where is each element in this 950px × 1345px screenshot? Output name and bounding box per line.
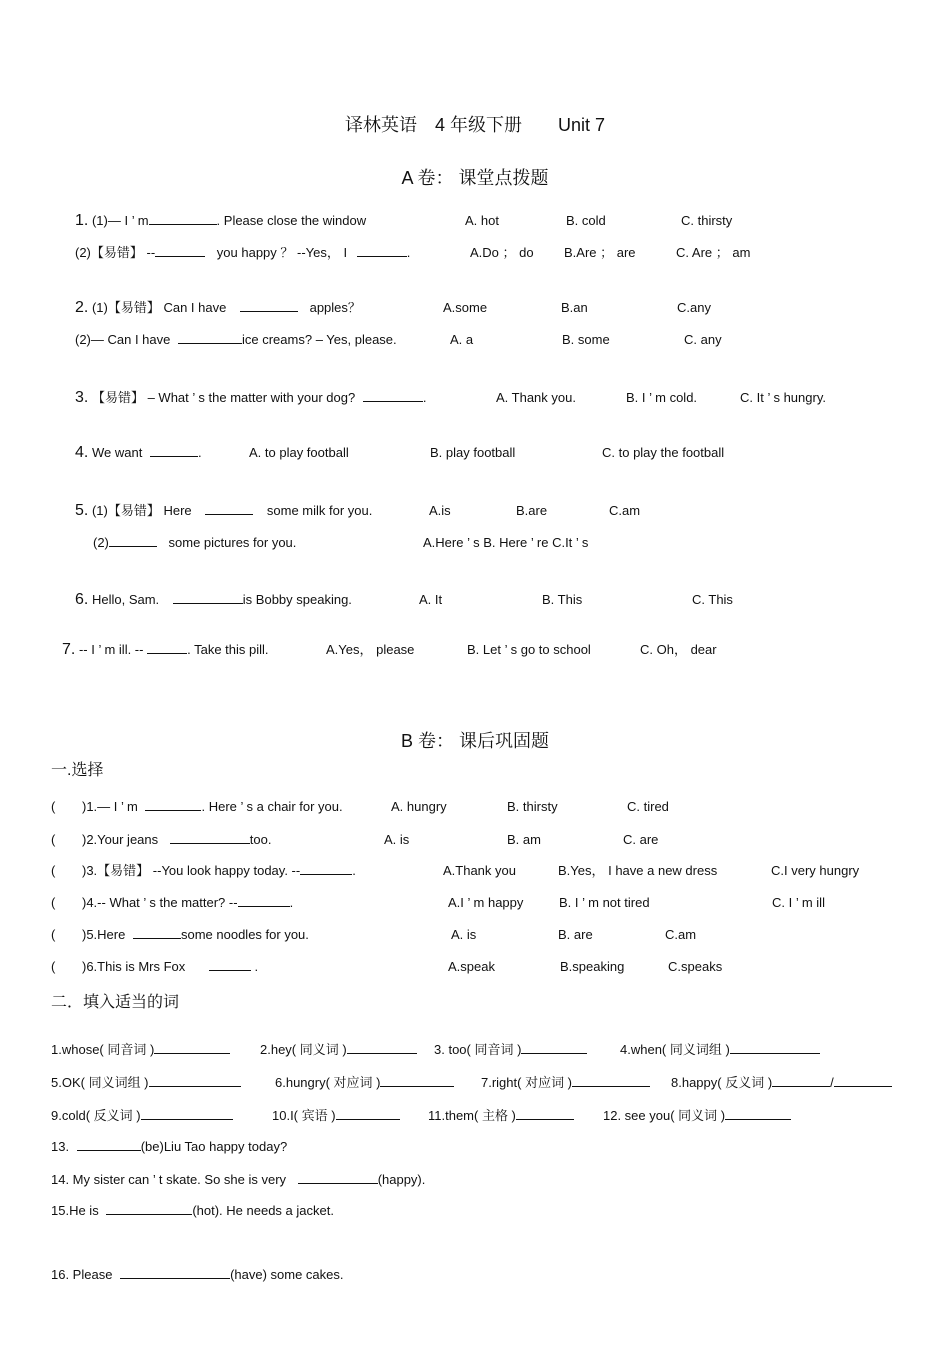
fill-6: 6.hungry( 对应词 ) — [275, 1074, 454, 1092]
answer-blank[interactable] — [516, 1107, 574, 1120]
fill-9: 9.cold( 反义词 ) — [51, 1107, 233, 1125]
answer-blank[interactable] — [170, 831, 250, 844]
option-b: B. This — [542, 592, 583, 607]
answer-blank[interactable] — [772, 1074, 830, 1087]
option-a: A.Do ； do — [470, 245, 534, 260]
answer-blank[interactable] — [145, 798, 201, 811]
option-c: C. It ’ s hungry. — [740, 390, 826, 405]
question-3: 3. 【易错】 – What ’ s the matter with your dog? . — [75, 389, 427, 406]
fill-5: 5.OK( 同义词组 ) — [51, 1074, 241, 1092]
choice-1: )1.— I ’ m . Here ’ s a chair for you. — [82, 799, 343, 814]
fill-4: 4.when( 同义词组 ) — [620, 1041, 820, 1059]
part-1-heading: 一.选择 — [51, 762, 104, 779]
answer-blank[interactable] — [149, 1074, 241, 1087]
option-b: B.speaking — [560, 959, 625, 974]
option-c: C. tired — [627, 799, 669, 814]
option-b: B.Yes， I have a new dress — [558, 863, 718, 878]
answer-blank[interactable] — [154, 1041, 230, 1054]
option-c: C. Oh， dear — [640, 642, 717, 657]
paren: ( — [51, 832, 56, 847]
answer-blank[interactable] — [363, 389, 423, 402]
option-c: C.any — [677, 300, 711, 315]
answer-blank[interactable] — [133, 926, 181, 939]
option-c: C. any — [684, 332, 722, 347]
question-number: 4. — [75, 444, 89, 461]
answer-blank[interactable] — [572, 1074, 650, 1087]
option-c: C. This — [692, 592, 733, 607]
fill-1: 1.whose( 同音词 ) — [51, 1041, 230, 1059]
option-c: C. are — [623, 832, 659, 847]
option-b: B. some — [562, 332, 610, 347]
choice-2: )2.Your jeans too. — [82, 832, 272, 847]
option-c: C.speaks — [668, 959, 723, 974]
fill-3: 3. too( 同音词 ) — [434, 1041, 587, 1059]
choice-6: )6.This is Mrs Fox . — [82, 959, 259, 974]
option-b: B.are — [516, 503, 548, 518]
option-a: A. hungry — [391, 799, 447, 814]
question-5b: (2) some pictures for you. — [93, 535, 297, 550]
option-b: B.Are ； are — [564, 245, 636, 260]
question-1a: 1. (1)— I ’ m . Please close the window — [75, 212, 367, 229]
answer-blank[interactable] — [106, 1202, 192, 1215]
question-2b: (2)— Can I have ice creams? – Yes, please. — [75, 332, 397, 347]
choice-5: )5.Here some noodles for you. — [82, 927, 309, 942]
question-4: 4. We want . — [75, 444, 202, 461]
choice-4: )4.-- What ’ s the matter? -- . — [82, 895, 294, 910]
answer-blank[interactable] — [336, 1107, 400, 1120]
fill-2: 2.hey( 同义词 ) — [260, 1041, 417, 1059]
answer-blank[interactable] — [521, 1041, 587, 1054]
choice-3: )3.【易错】 --You look happy today. -- . — [82, 863, 356, 878]
option-a: A. to play football — [249, 445, 349, 460]
option-a: A.Yes， please — [326, 642, 415, 657]
option-b: B.an — [561, 300, 588, 315]
answer-blank[interactable] — [147, 641, 187, 654]
part-2-heading: 二．填入适当的词 — [51, 994, 180, 1011]
answer-blank[interactable] — [238, 894, 290, 907]
answer-blank[interactable] — [120, 1266, 230, 1279]
answer-blank[interactable] — [240, 299, 298, 312]
option-b: B. thirsty — [507, 799, 558, 814]
question-number: 1. — [75, 212, 89, 229]
option-c: C. to play the football — [602, 445, 725, 460]
answer-blank[interactable] — [205, 502, 253, 515]
fill-10: 10.I( 宾语 ) — [272, 1107, 400, 1125]
option-b: B. I ’ m not tired — [559, 895, 650, 910]
option-a: A. hot — [465, 213, 499, 228]
question-number: 2. — [75, 299, 89, 316]
answer-blank[interactable] — [730, 1041, 820, 1054]
answer-blank[interactable] — [725, 1107, 791, 1120]
paren: ( — [51, 799, 56, 814]
option-a: A.I ’ m happy — [448, 895, 524, 910]
answer-blank[interactable] — [300, 862, 352, 875]
option-a: A. is — [384, 832, 410, 847]
answer-blank[interactable] — [173, 591, 243, 604]
paren: ( — [51, 959, 56, 974]
answer-blank[interactable] — [149, 212, 217, 225]
answer-blank[interactable] — [298, 1171, 378, 1184]
answer-blank[interactable] — [178, 331, 242, 344]
option-b: B. play football — [430, 445, 516, 460]
option-c: C. Are ； am — [676, 245, 751, 260]
paren: ( — [51, 895, 56, 910]
answer-blank[interactable] — [347, 1041, 417, 1054]
answer-blank[interactable] — [209, 958, 251, 971]
paren: ( — [51, 927, 56, 942]
option-a: A. a — [450, 332, 474, 347]
answer-blank[interactable] — [155, 244, 205, 257]
question-number: 7. — [62, 641, 76, 658]
option-b: B. I ’ m cold. — [626, 390, 698, 405]
option-b: B. Let ’ s go to school — [467, 642, 591, 657]
answer-blank[interactable] — [380, 1074, 454, 1087]
section-b-title: B 卷： 课后巩固题 — [400, 731, 549, 751]
section-a-title: A 卷： 课堂点拨题 — [401, 168, 549, 188]
paren: ( — [51, 863, 56, 878]
option-b: B. cold — [566, 213, 606, 228]
answer-blank[interactable] — [150, 444, 198, 457]
option-a: A. Thank you. — [496, 390, 576, 405]
question-7: 7. -- I ’ m ill. -- . Take this pill. — [62, 641, 269, 658]
fill-8: 8.happy( 反义词 ) / — [671, 1074, 892, 1092]
option-a: A.Thank you — [443, 863, 516, 878]
option-a: A. It — [419, 592, 443, 607]
answer-blank[interactable] — [357, 244, 407, 257]
option-a: A. is — [451, 927, 477, 942]
fill-11: 11.them( 主格 ) — [428, 1107, 574, 1125]
option-c: C. thirsty — [681, 213, 733, 228]
question-2a: 2. (1)【易错】 Can I have apples？ — [75, 299, 361, 316]
fill-12: 12. see you( 同义词 ) — [603, 1107, 791, 1125]
option-b: B. am — [507, 832, 541, 847]
question-1b: (2)【易错】 -- you happy ？ --Yes， I . — [75, 245, 411, 260]
option-a: A.speak — [448, 959, 495, 974]
fill-14: 14. My sister can ’ t skate. So she is very (happy). — [51, 1172, 426, 1187]
question-6: 6. Hello, Sam. is Bobby speaking. — [75, 591, 352, 608]
answer-blank[interactable] — [109, 534, 157, 547]
fill-7: 7.right( 对应词 ) — [481, 1074, 650, 1092]
question-number: 5. — [75, 502, 89, 519]
option-c: C.I very hungry — [771, 863, 860, 878]
options-5b: A.Here ’ s B. Here ’ re C.It ’ s — [423, 535, 589, 550]
question-5a: 5. (1)【易错】 Here some milk for you. — [75, 502, 373, 519]
option-c: C.am — [609, 503, 641, 518]
fill-16: 16. Please (have) some cakes. — [51, 1267, 344, 1282]
document-title: 译林英语 4 年级下册 Unit 7 — [344, 115, 606, 135]
option-c: C.am — [665, 927, 697, 942]
fill-15: 15.He is (hot). He needs a jacket. — [51, 1203, 334, 1218]
answer-blank[interactable] — [77, 1138, 141, 1151]
option-b: B. are — [558, 927, 593, 942]
option-a: A.some — [443, 300, 488, 315]
question-number: 6. — [75, 591, 89, 608]
answer-blank[interactable] — [141, 1107, 233, 1120]
question-number: 3. — [75, 389, 89, 406]
fill-13: 13. (be)Liu Tao happy today? — [51, 1139, 288, 1154]
option-a: A.is — [429, 503, 451, 518]
answer-blank[interactable] — [834, 1074, 892, 1087]
option-c: C. I ’ m ill — [772, 895, 825, 910]
